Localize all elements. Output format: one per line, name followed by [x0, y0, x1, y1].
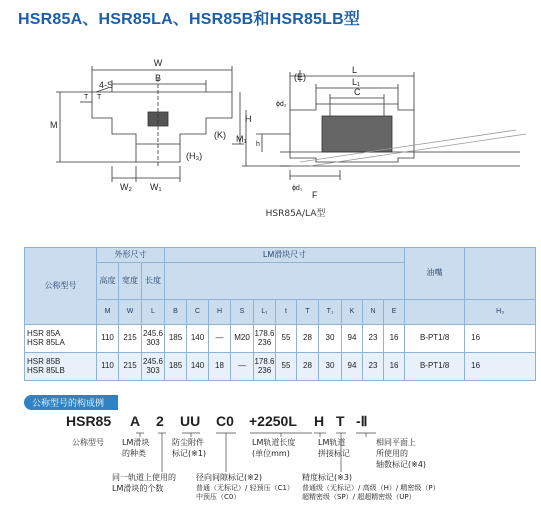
desc-count: 同一轨道上使用的 LM滑块的个数 — [112, 473, 176, 493]
label-t: T — [97, 94, 102, 101]
label-m1: M₁ — [236, 134, 247, 144]
label-h: H — [245, 114, 252, 124]
cell-t: 28 — [297, 353, 319, 381]
code-example — [66, 413, 466, 433]
label-w2: W₂ — [120, 182, 132, 192]
sym-b: B — [165, 300, 187, 325]
label-h-small: h — [256, 141, 260, 148]
cell-k: 94 — [342, 325, 363, 353]
cell-h3: 16 — [465, 353, 536, 381]
label-t1: T — [84, 94, 89, 101]
label-l1: L₁ — [352, 77, 361, 87]
code-model: HSR85 — [66, 413, 112, 429]
cell-c: 140 — [187, 353, 209, 381]
cell-e: 16 — [384, 325, 405, 353]
label-phi-d1: ϕd₁ — [292, 185, 303, 192]
label-4-s: 4-S — [99, 80, 114, 90]
header-length: 长度 — [142, 263, 165, 300]
sym-n: N — [363, 300, 384, 325]
cell-l1: 178.6 236 — [254, 325, 276, 353]
code-seal: UU — [180, 413, 201, 429]
label-c: C — [354, 87, 361, 97]
cell-t1: 30 — [319, 353, 342, 381]
sym-k: K — [342, 300, 363, 325]
header-oil: 油嘴 — [405, 248, 465, 300]
code-accuracy: T — [336, 413, 345, 429]
sym-s: S — [231, 300, 254, 325]
cell-h3: 16 — [465, 325, 536, 353]
sym-l1: L₁ — [254, 300, 276, 325]
header-block-blank — [165, 263, 405, 300]
desc-accuracy: 精度标记(※3) 普通级（无标记）/ 高级（H）/ 精密级（P） 超精密级（SP）/ 超超精密级（UP） — [302, 473, 440, 502]
desc-model: 公称型号 — [72, 438, 104, 447]
desc-axis: 相同平面上 所使用的 轴数标记(※4) — [376, 438, 427, 469]
label-b: B — [154, 73, 162, 83]
label-k: (K) — [214, 130, 226, 140]
cell-w: 215 — [119, 325, 142, 353]
cell-t1: 30 — [319, 325, 342, 353]
label-phi-d2: ϕd₂ — [276, 101, 287, 108]
spec-table — [24, 247, 536, 381]
table-row — [25, 353, 536, 381]
desc-length: LM轨道长度 (单位mm) — [252, 438, 296, 458]
cell-c: 140 — [187, 325, 209, 353]
cell-s: — — [231, 353, 254, 381]
header-width: 宽度 — [119, 263, 142, 300]
label-m: M — [50, 120, 58, 130]
cell-oil: B-PT1/8 — [405, 325, 465, 353]
sym-h: H — [209, 300, 231, 325]
cell-m: 110 — [97, 353, 119, 381]
sym-t: T — [297, 300, 319, 325]
sym-t-small: t — [276, 300, 297, 325]
sym-w: W — [119, 300, 142, 325]
code-block-type: A — [130, 413, 141, 429]
desc-seal: 防尘附件 标记(※1) — [172, 438, 207, 458]
label-f: F — [312, 190, 318, 200]
code-count: 2 — [156, 413, 164, 429]
sym-c: C — [187, 300, 209, 325]
code-clearance: C0 — [216, 413, 234, 429]
label-l: L — [352, 65, 358, 75]
header-height: 高度 — [97, 263, 119, 300]
sym-oil-blank — [405, 300, 465, 325]
cell-n: 23 — [363, 325, 384, 353]
desc-block-type: LM滑块 的种类 — [122, 438, 150, 458]
desc-clearance: 径向间隙标记(※2) 普通（无标记）/ 轻预压（C1） 中预压（C0） — [196, 473, 294, 502]
cell-l1: 178.6 236 — [254, 353, 276, 381]
desc-rail-joint: LM轨道 拼接标记 — [318, 438, 350, 458]
cell-t: 28 — [297, 325, 319, 353]
header-model: 公称型号 — [25, 248, 97, 325]
cell-oil: B-PT1/8 — [405, 353, 465, 381]
code-rail-joint: H — [314, 413, 325, 429]
label-h3: (H₃) — [186, 151, 203, 161]
technical-drawing — [0, 26, 541, 226]
header-block-dims: LM滑块尺寸 — [165, 248, 405, 263]
cell-l: 245.6 303 — [142, 353, 165, 381]
cell-t-small: 55 — [276, 325, 297, 353]
cell-model: HSR 85B HSR 85LB — [25, 353, 97, 381]
code-axis: -Ⅱ — [356, 413, 368, 429]
drawing-svg — [0, 26, 541, 226]
sym-h3: H₃ — [465, 300, 536, 325]
header-outer-dims: 外形尺寸 — [97, 248, 165, 263]
code-length: +2250L — [249, 413, 297, 429]
table-row — [25, 325, 536, 353]
code-section-title: 公称型号的构成例 — [24, 395, 118, 410]
cell-s: M20 — [231, 325, 254, 353]
sym-t1: T₁ — [319, 300, 342, 325]
cell-model: HSR 85A HSR 85LA — [25, 325, 97, 353]
cell-h: — — [209, 325, 231, 353]
cell-e: 16 — [384, 353, 405, 381]
cell-n: 23 — [363, 353, 384, 381]
cell-m: 110 — [97, 325, 119, 353]
sym-l: L — [142, 300, 165, 325]
cell-b: 185 — [165, 325, 187, 353]
drawing-caption: HSR85A/LA型 — [265, 209, 326, 219]
cell-t-small: 55 — [276, 353, 297, 381]
label-w: W — [153, 58, 163, 68]
label-w1: W₁ — [150, 182, 162, 192]
sym-e: E — [384, 300, 405, 325]
cell-l: 245.6 303 — [142, 325, 165, 353]
header-blank — [465, 248, 536, 300]
page-title: HSR85A、HSR85LA、HSR85B和HSR85LB型 — [18, 11, 361, 28]
sym-m: M — [97, 300, 119, 325]
cell-b: 185 — [165, 353, 187, 381]
cell-k: 94 — [342, 353, 363, 381]
cell-h: 18 — [209, 353, 231, 381]
label-e: (E) — [294, 72, 306, 82]
cell-w: 215 — [119, 353, 142, 381]
